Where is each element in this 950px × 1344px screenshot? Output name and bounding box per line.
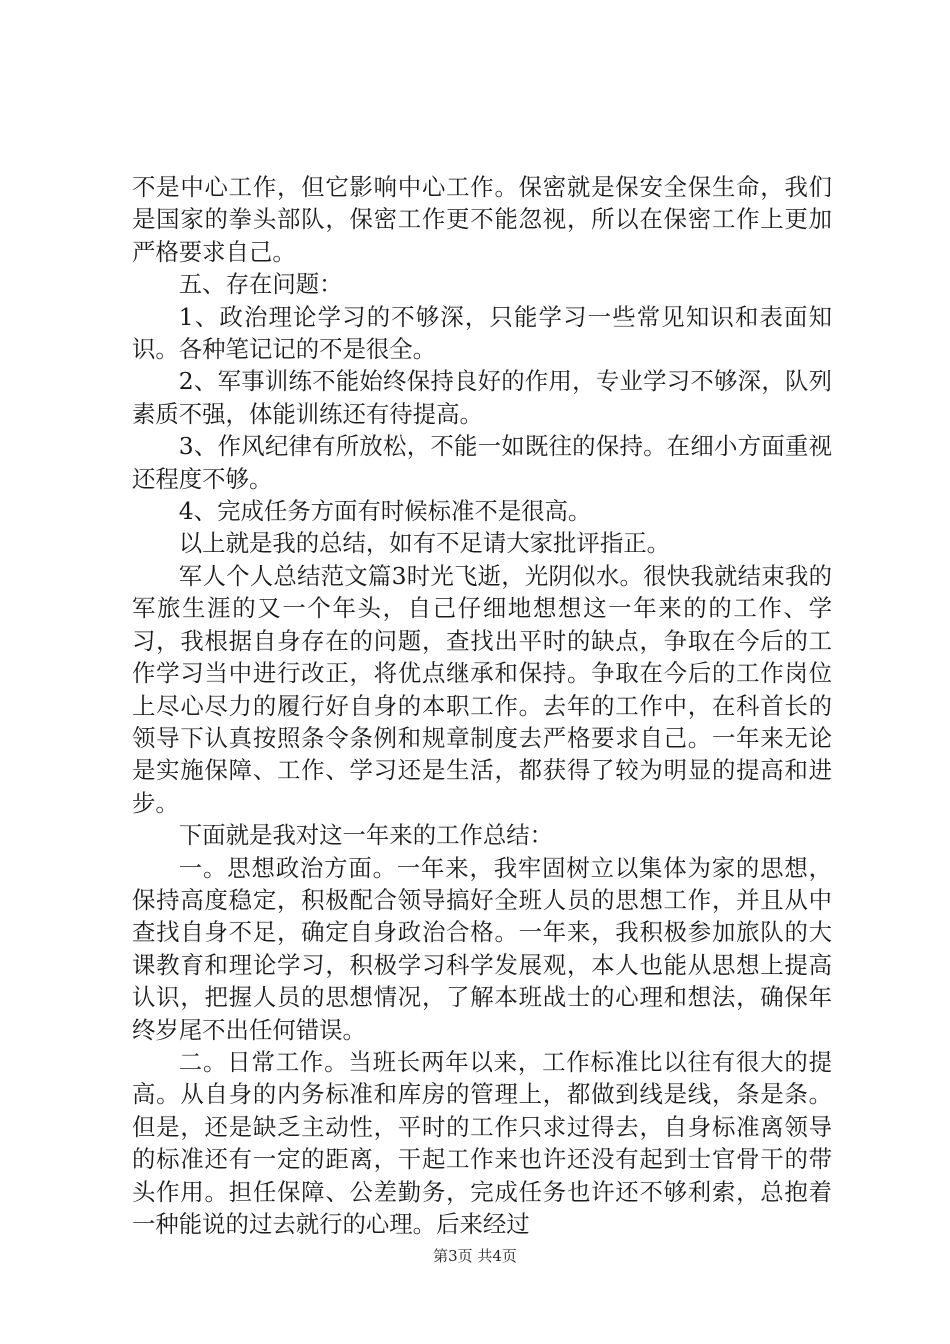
paragraph: 以上就是我的总结，如有不足请大家批评指正。 xyxy=(178,529,670,558)
paragraph: 2、军事训练不能始终保持良好的作用，专业学习不够深，队列素质不强，体能训练还有待提高。 xyxy=(132,367,832,428)
paragraph: 一。思想政治方面。一年来，我牢固树立以集体为家的思想，保持高度稳定，积极配合领导搞好全班人员的思想工作，并且从中查找自身不足，确定自身政治合格。一年来，我积极参加旅队的大课教育和理论学习，积极学习科学发展观，本人也能从思想上提高认识，把握人员的思想情况，了解本班战士的心理和想法，确保年终岁尾不出任何错误。 xyxy=(132,853,832,1044)
page-footer: 第3页 共4页 xyxy=(433,1247,517,1265)
paragraph: 下面就是我对这一年来的工作总结： xyxy=(178,821,554,850)
paragraph: 二。日常工作。当班长两年以来，工作标准比以往有很大的提高。从自身的内务标准和库房的管理上，都做到线是线，条是条。但是，还是缺乏主动性，平时的工作只求过得去，自身标准离领导的标准还有一定的距离，干起工作来也许还没有起到士官骨干的带头作用。担任保障、公差勤务，完成任务也许还不够利索，总抱着一种能说的过去就行的心理。后来经过 xyxy=(132,1047,832,1238)
paragraph: 五、存在问题： xyxy=(178,270,343,299)
paragraph: 3、作风纪律有所放松，不能一如既往的保持。在细小方面重视还程度不够。 xyxy=(132,432,832,493)
paragraph: 军人个人总结范文篇3时光飞逝，光阴似水。很快我就结束我的军旅生涯的又一个年头，自己仔细地想想这一年来的的工作、学习，我根据自身存在的问题，查找出平时的缺点，争取在今后的工作学习当中进行改正，将优点继承和保持。争取在今后的工作岗位上尽心尽力的履行好自身的本职工作。去年的工作中，在科首长的领导下认真按照条令条例和规章制度去严格要求自己。一年来无论是实施保障、工作、学习还是生活，都获得了较为明显的提高和进步。 xyxy=(132,561,832,817)
paragraph: 不是中心工作，但它影响中心工作。保密就是保安全保生命，我们是国家的拳头部队，保密工作更不能忽视，所以在保密工作上更加严格要求自己。 xyxy=(132,173,832,266)
document-body xyxy=(132,171,832,1240)
paragraph: 1、政治理论学习的不够深，只能学习一些常见知识和表面知识。各种笔记记的不是很全。 xyxy=(132,302,832,364)
paragraph: 4、完成任务方面有时候标准不是很高。 xyxy=(178,497,592,526)
